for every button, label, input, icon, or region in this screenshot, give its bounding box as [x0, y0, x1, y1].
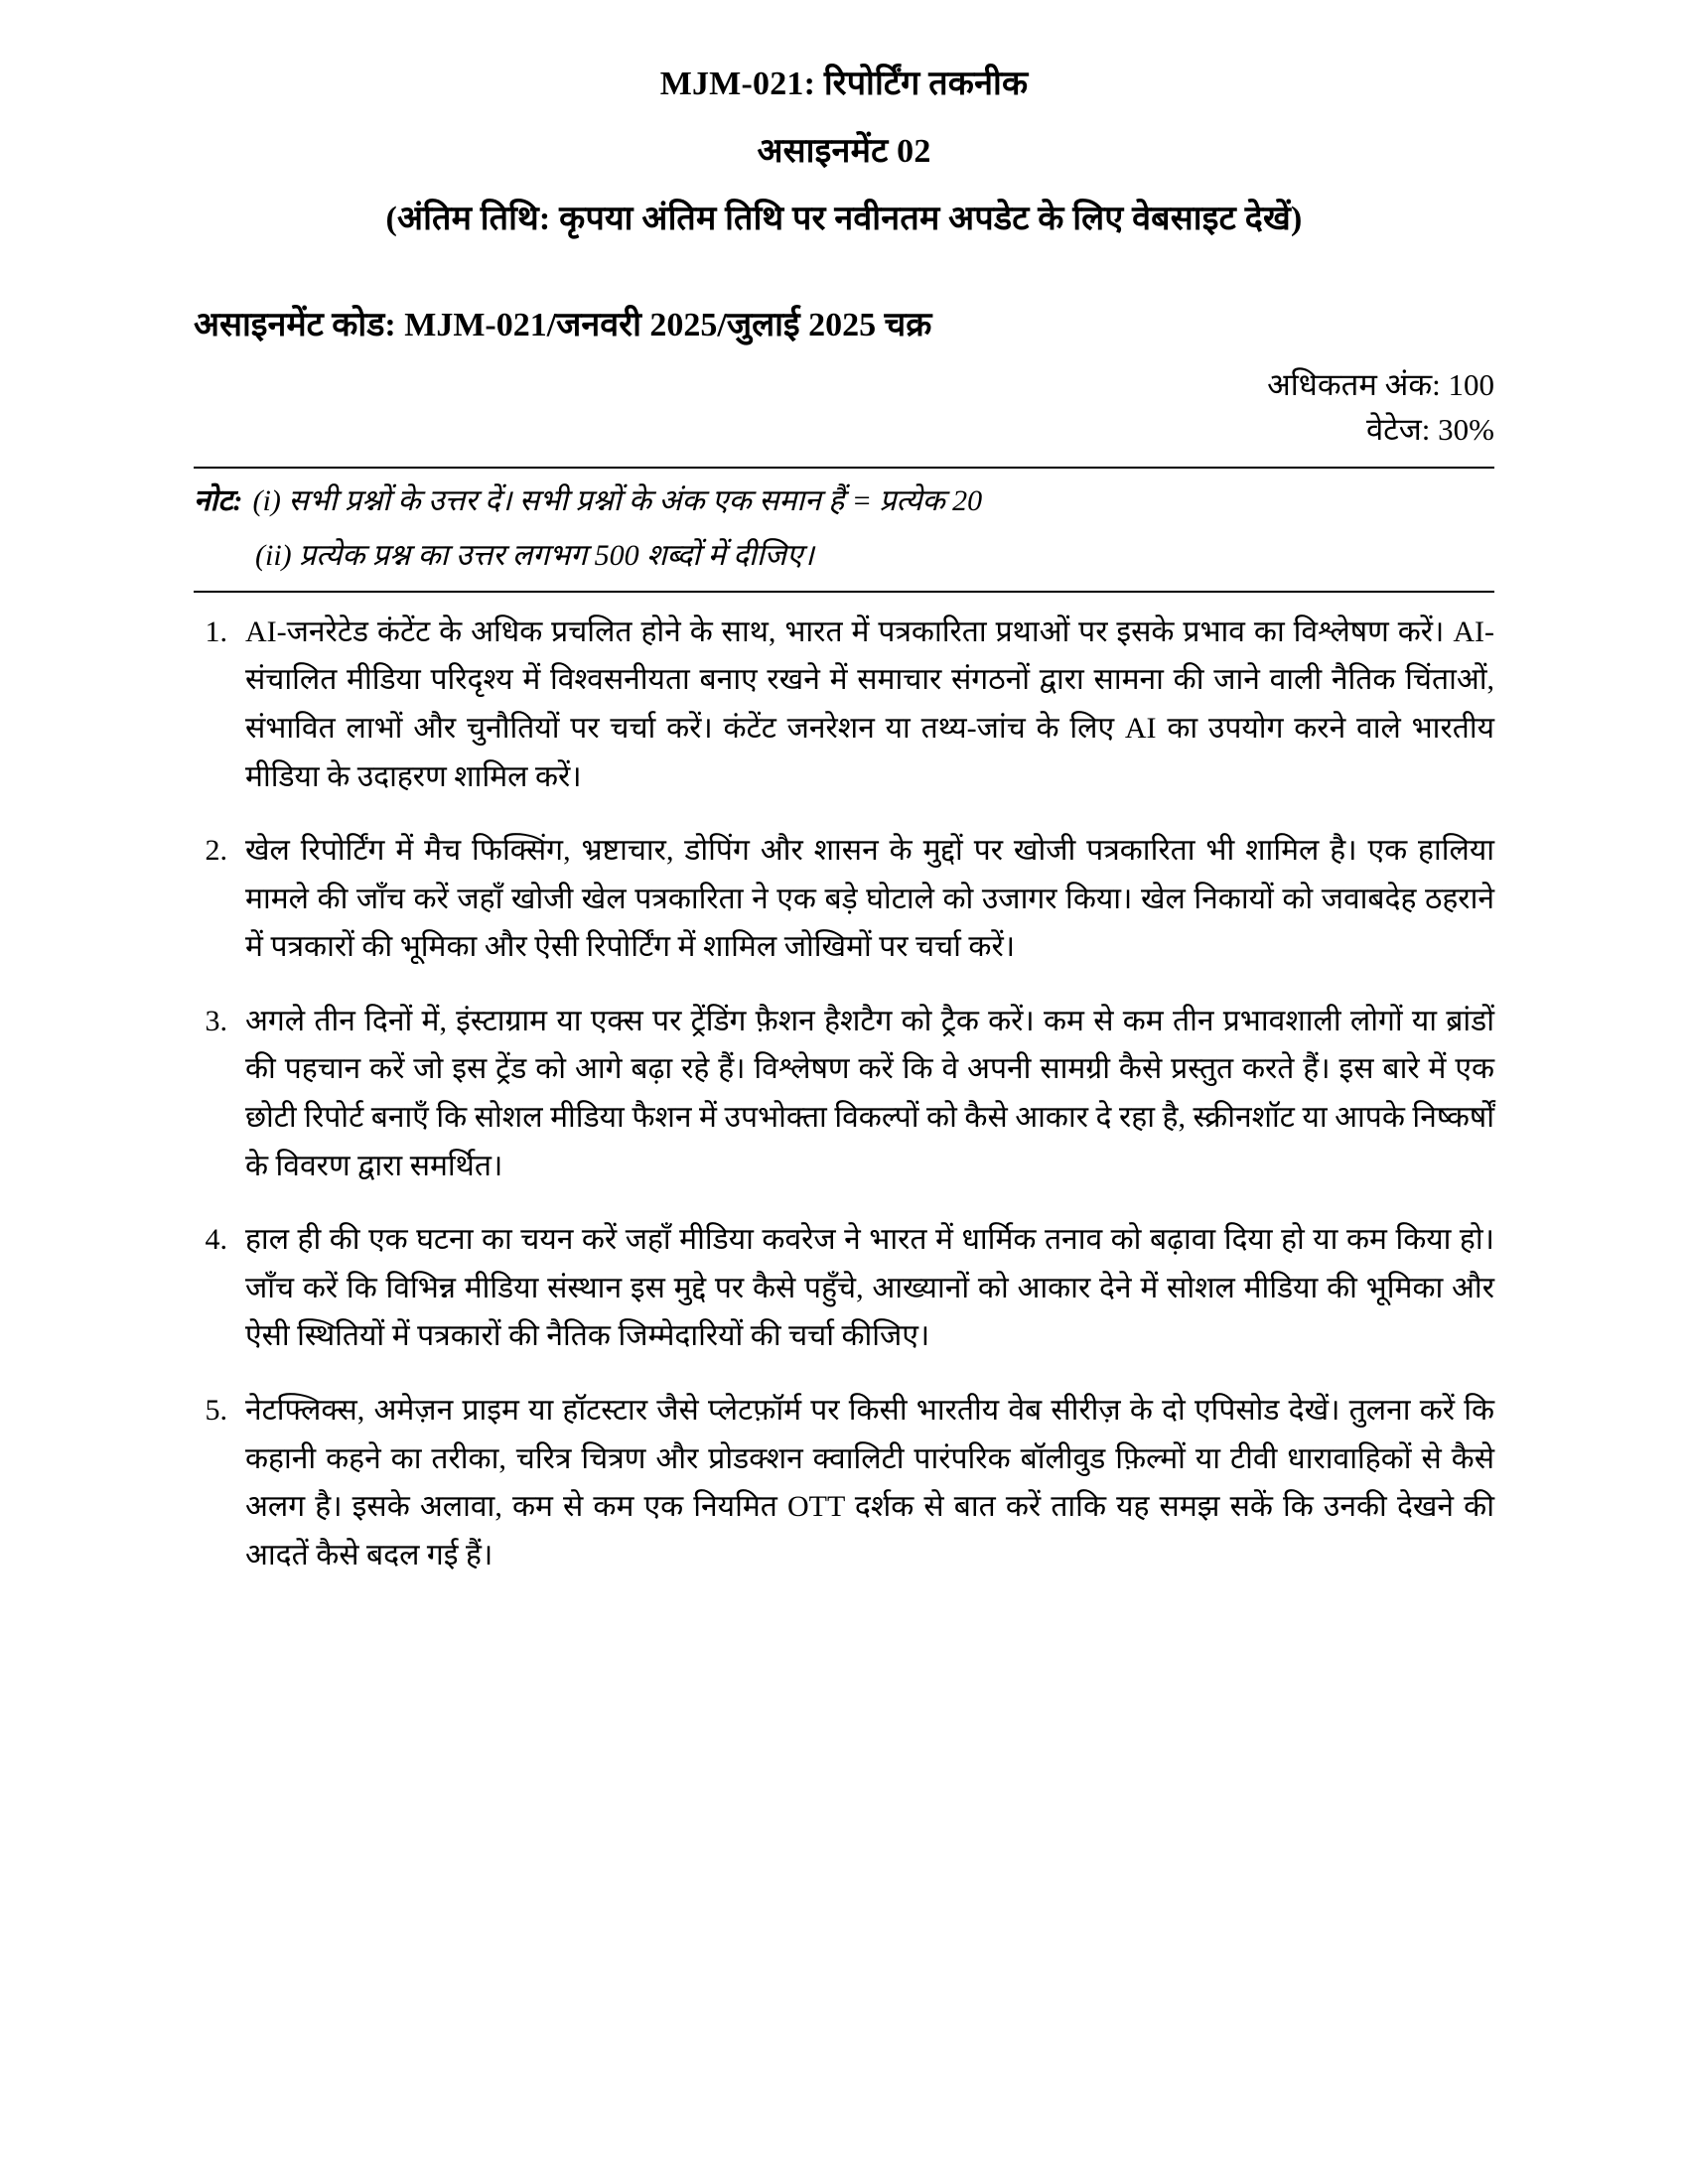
question-number: 5.: [205, 1394, 227, 1428]
note-item-i: (i) सभी प्रश्नों के उत्तर दें। सभी प्रश्नों के अंक एक समान हैं = प्रत्येक 20: [252, 483, 983, 517]
question-text: खेल रिपोर्टिंग में मैच फिक्सिंग, भ्रष्टाचार, डोपिंग और शासन के मुद्दों पर खोजी पत्रकारिता भी शामिल है। एक हालिया मामले की जाँच करें जहाँ खोजी खेल पत्रकारिता ने एक बड़े घोटाले को उजागर किया। खेल निकायों को जवाबदेह ठहराने में पत्रकारों की भूमिका और ऐसी रिपोर्टिंग में शामिल जोखिमों पर चर्चा करें।: [245, 834, 1494, 964]
page-content: [194, 0, 1494, 1605]
note-block: [194, 469, 1494, 587]
question-text: हाल ही की एक घटना का चयन करें जहाँ मीडिया कवरेज ने भारत में धार्मिक तनाव को बढ़ावा दिया हो या कम किया हो। जाँच करें कि विभिन्न मीडिया संस्थान इस मुद्दे पर कैसे पहुँचे, आख्यानों को आकार देने में सोशल मीडिया की भूमिका और ऐसी स्थितियों में पत्रकारों की नैतिक जिम्मेदारियों की चर्चा कीजिए।: [245, 1223, 1494, 1353]
question-number: 3.: [205, 1004, 227, 1037]
question-item: [194, 998, 1494, 1190]
question-item: [194, 609, 1494, 801]
course-title: MJM-021: रिपोर्टिंग तकनीक: [659, 66, 1029, 102]
question-item: [194, 1387, 1494, 1579]
assignment-code: असाइनमेंट कोड: MJM-021/जनवरी 2025/जुलाई 2025 चक्र: [194, 306, 932, 343]
question-text: अगले तीन दिनों में, इंस्टाग्राम या एक्स पर ट्रेंडिंग फ़ैशन हैशटैग को ट्रैक करें। कम से कम तीन प्रभावशाली लोगों या ब्रांडों की पहचान करें जो इस ट्रेंड को आगे बढ़ा रहे हैं। विश्लेषण करें कि वे अपनी सामग्री कैसे प्रस्तुत करते हैं। इस बारे में एक छोटी रिपोर्ट बनाएँ कि सोशल मीडिया फैशन में उपभोक्ता विकल्पों को कैसे आकार दे रहा है, स्क्रीनशॉट या आपके निष्कर्षों के विवरण द्वारा समर्थित।: [245, 1004, 1494, 1182]
question-text: नेटफ्लिक्स, अमेज़न प्राइम या हॉटस्टार जैसे प्लेटफ़ॉर्म पर किसी भारतीय वेब सीरीज़ के दो एपिसोड देखें। तुलना करें कि कहानी कहने का तरीका, चरित्र चित्रण और प्रोडक्शन क्वालिटी पारंपरिक बॉलीवुड फ़िल्मों या टीवी धारावाहिकों से कैसे अलग है। इसके अलावा, कम से कम एक नियमित OTT दर्शक से बात करें ताकि यह समझ सकें कि उनकी देखने की आदतें कैसे बदल गई हैं।: [245, 1394, 1494, 1571]
question-number: 1.: [205, 614, 227, 648]
weightage: वेटेज: 30%: [1365, 411, 1494, 447]
question-item: [194, 827, 1494, 972]
question-number: 2.: [205, 834, 227, 868]
divider-bottom: [194, 591, 1494, 593]
due-date-note: (अंतिम तिथि: कृपया अंतिम तिथि पर नवीनतम अपडेट के लिए वेबसाइट देखें): [385, 200, 1303, 237]
max-marks: अधिकतम अंक: 100: [1267, 366, 1494, 402]
marks-block: [194, 363, 1494, 453]
document-header: [194, 0, 1494, 242]
question-number: 4.: [205, 1223, 227, 1257]
questions-list: [194, 609, 1494, 1580]
question-text: AI-जनरेटेड कंटेंट के अधिक प्रचलित होने के साथ, भारत में पत्रकारिता प्रथाओं पर इसके प्रभाव का विश्लेषण करें। AI-संचालित मीडिया परिदृश्य में विश्वसनीयता बनाए रखने में समाचार संगठनों द्वारा सामना की जाने वाली नैतिक चिंताओं, संभावित लाभों और चुनौतियों पर चर्चा करें। कंटेंट जनरेशन या तथ्य-जांच के लिए AI का उपयोग करने वाले भारतीय मीडिया के उदाहरण शामिल करें।: [245, 614, 1494, 793]
note-item-ii: (ii) प्रत्येक प्रश्न का उत्तर लगभग 500 शब्दों में दीजिए।: [255, 539, 814, 573]
note-line-i: [194, 478, 1494, 524]
note-label: नोट:: [194, 483, 243, 517]
assignment-title: असाइनमेंट 02: [757, 132, 931, 170]
question-item: [194, 1216, 1494, 1361]
